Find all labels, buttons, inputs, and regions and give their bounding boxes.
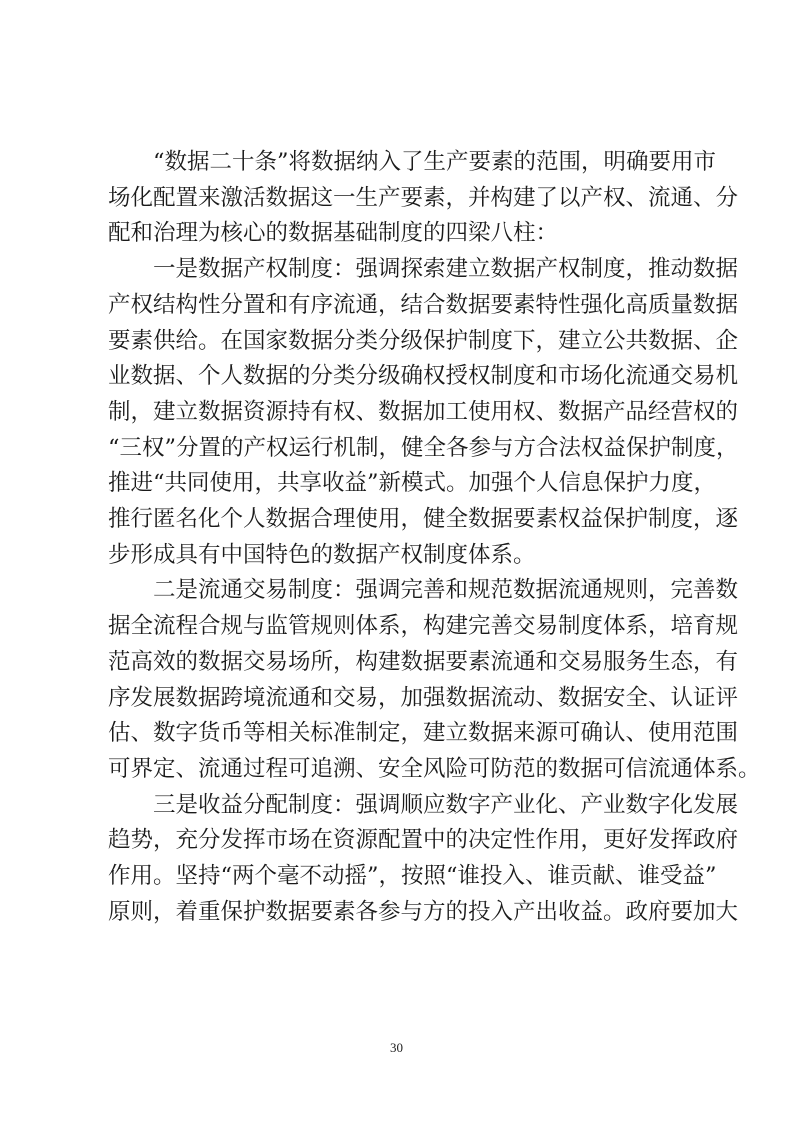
text-line: “数据二十条”将数据纳入了生产要素的范围，明确要用市 xyxy=(153,149,717,175)
text-line: 据全流程合规与监管规则体系，构建完善交易制度体系，培育规 xyxy=(108,613,739,640)
text-line: “三权”分置的产权运行机制，健全各参与方合法权益保护制度， xyxy=(108,434,739,461)
text-line: 二是流通交易制度：强调完善和规范数据流通规则，完善数 xyxy=(153,577,739,604)
text-line: 作用。坚持“两个毫不动摇”，按照“谁投入、谁贡献、谁受益” xyxy=(108,863,717,890)
text-line: 要素供给。在国家数据分类分级保护制度下，建立公共数据、企 xyxy=(108,327,739,354)
page-number: 30 xyxy=(390,1040,403,1055)
text-line: 业数据、个人数据的分类分级确权授权制度和市场化流通交易机 xyxy=(108,363,739,390)
paragraph-property-rights xyxy=(108,252,739,573)
text-line: 序发展数据跨境流通和交易，加强数据流动、数据安全、认证评 xyxy=(108,684,739,711)
text-line: 趋势，充分发挥市场在资源配置中的决定性作用，更好发挥政府 xyxy=(108,827,739,854)
text-line: 步形成具有中国特色的数据产权制度体系。 xyxy=(108,541,536,568)
text-line: 三是收益分配制度：强调顺应数字产业化、产业数字化发展 xyxy=(153,791,739,818)
text-line: 推进“共同使用，共享收益”新模式。加强个人信息保护力度， xyxy=(108,470,717,497)
paragraph-income-distribution xyxy=(108,788,739,931)
text-line: 制，建立数据资源持有权、数据加工使用权、数据产品经营权的 xyxy=(108,398,739,425)
text-line: 原则，着重保护数据要素各参与方的投入产出收益。政府要加大 xyxy=(108,898,739,925)
paragraph-circulation-trading xyxy=(108,573,761,787)
body-text xyxy=(108,145,761,930)
text-line: 产权结构性分置和有序流通，结合数据要素特性强化高质量数据 xyxy=(108,291,739,318)
text-line: 估、数字货币等相关标准制定，建立数据来源可确认、使用范围 xyxy=(108,720,739,747)
paragraph-intro xyxy=(108,145,739,252)
text-line: 可界定、流通过程可追溯、安全风险可防范的数据可信流通体系。 xyxy=(108,755,761,782)
text-line: 范高效的数据交易场所，构建数据要素流通和交易服务生态，有 xyxy=(108,648,739,675)
text-line: 推行匿名化个人数据合理使用，健全数据要素权益保护制度，逐 xyxy=(108,506,739,533)
text-line: 配和治理为核心的数据基础制度的四梁八柱： xyxy=(108,220,559,247)
text-line: 场化配置来激活数据这一生产要素，并构建了以产权、流通、分 xyxy=(108,184,739,211)
text-line: 一是数据产权制度：强调探索建立数据产权制度，推动数据 xyxy=(153,256,739,283)
